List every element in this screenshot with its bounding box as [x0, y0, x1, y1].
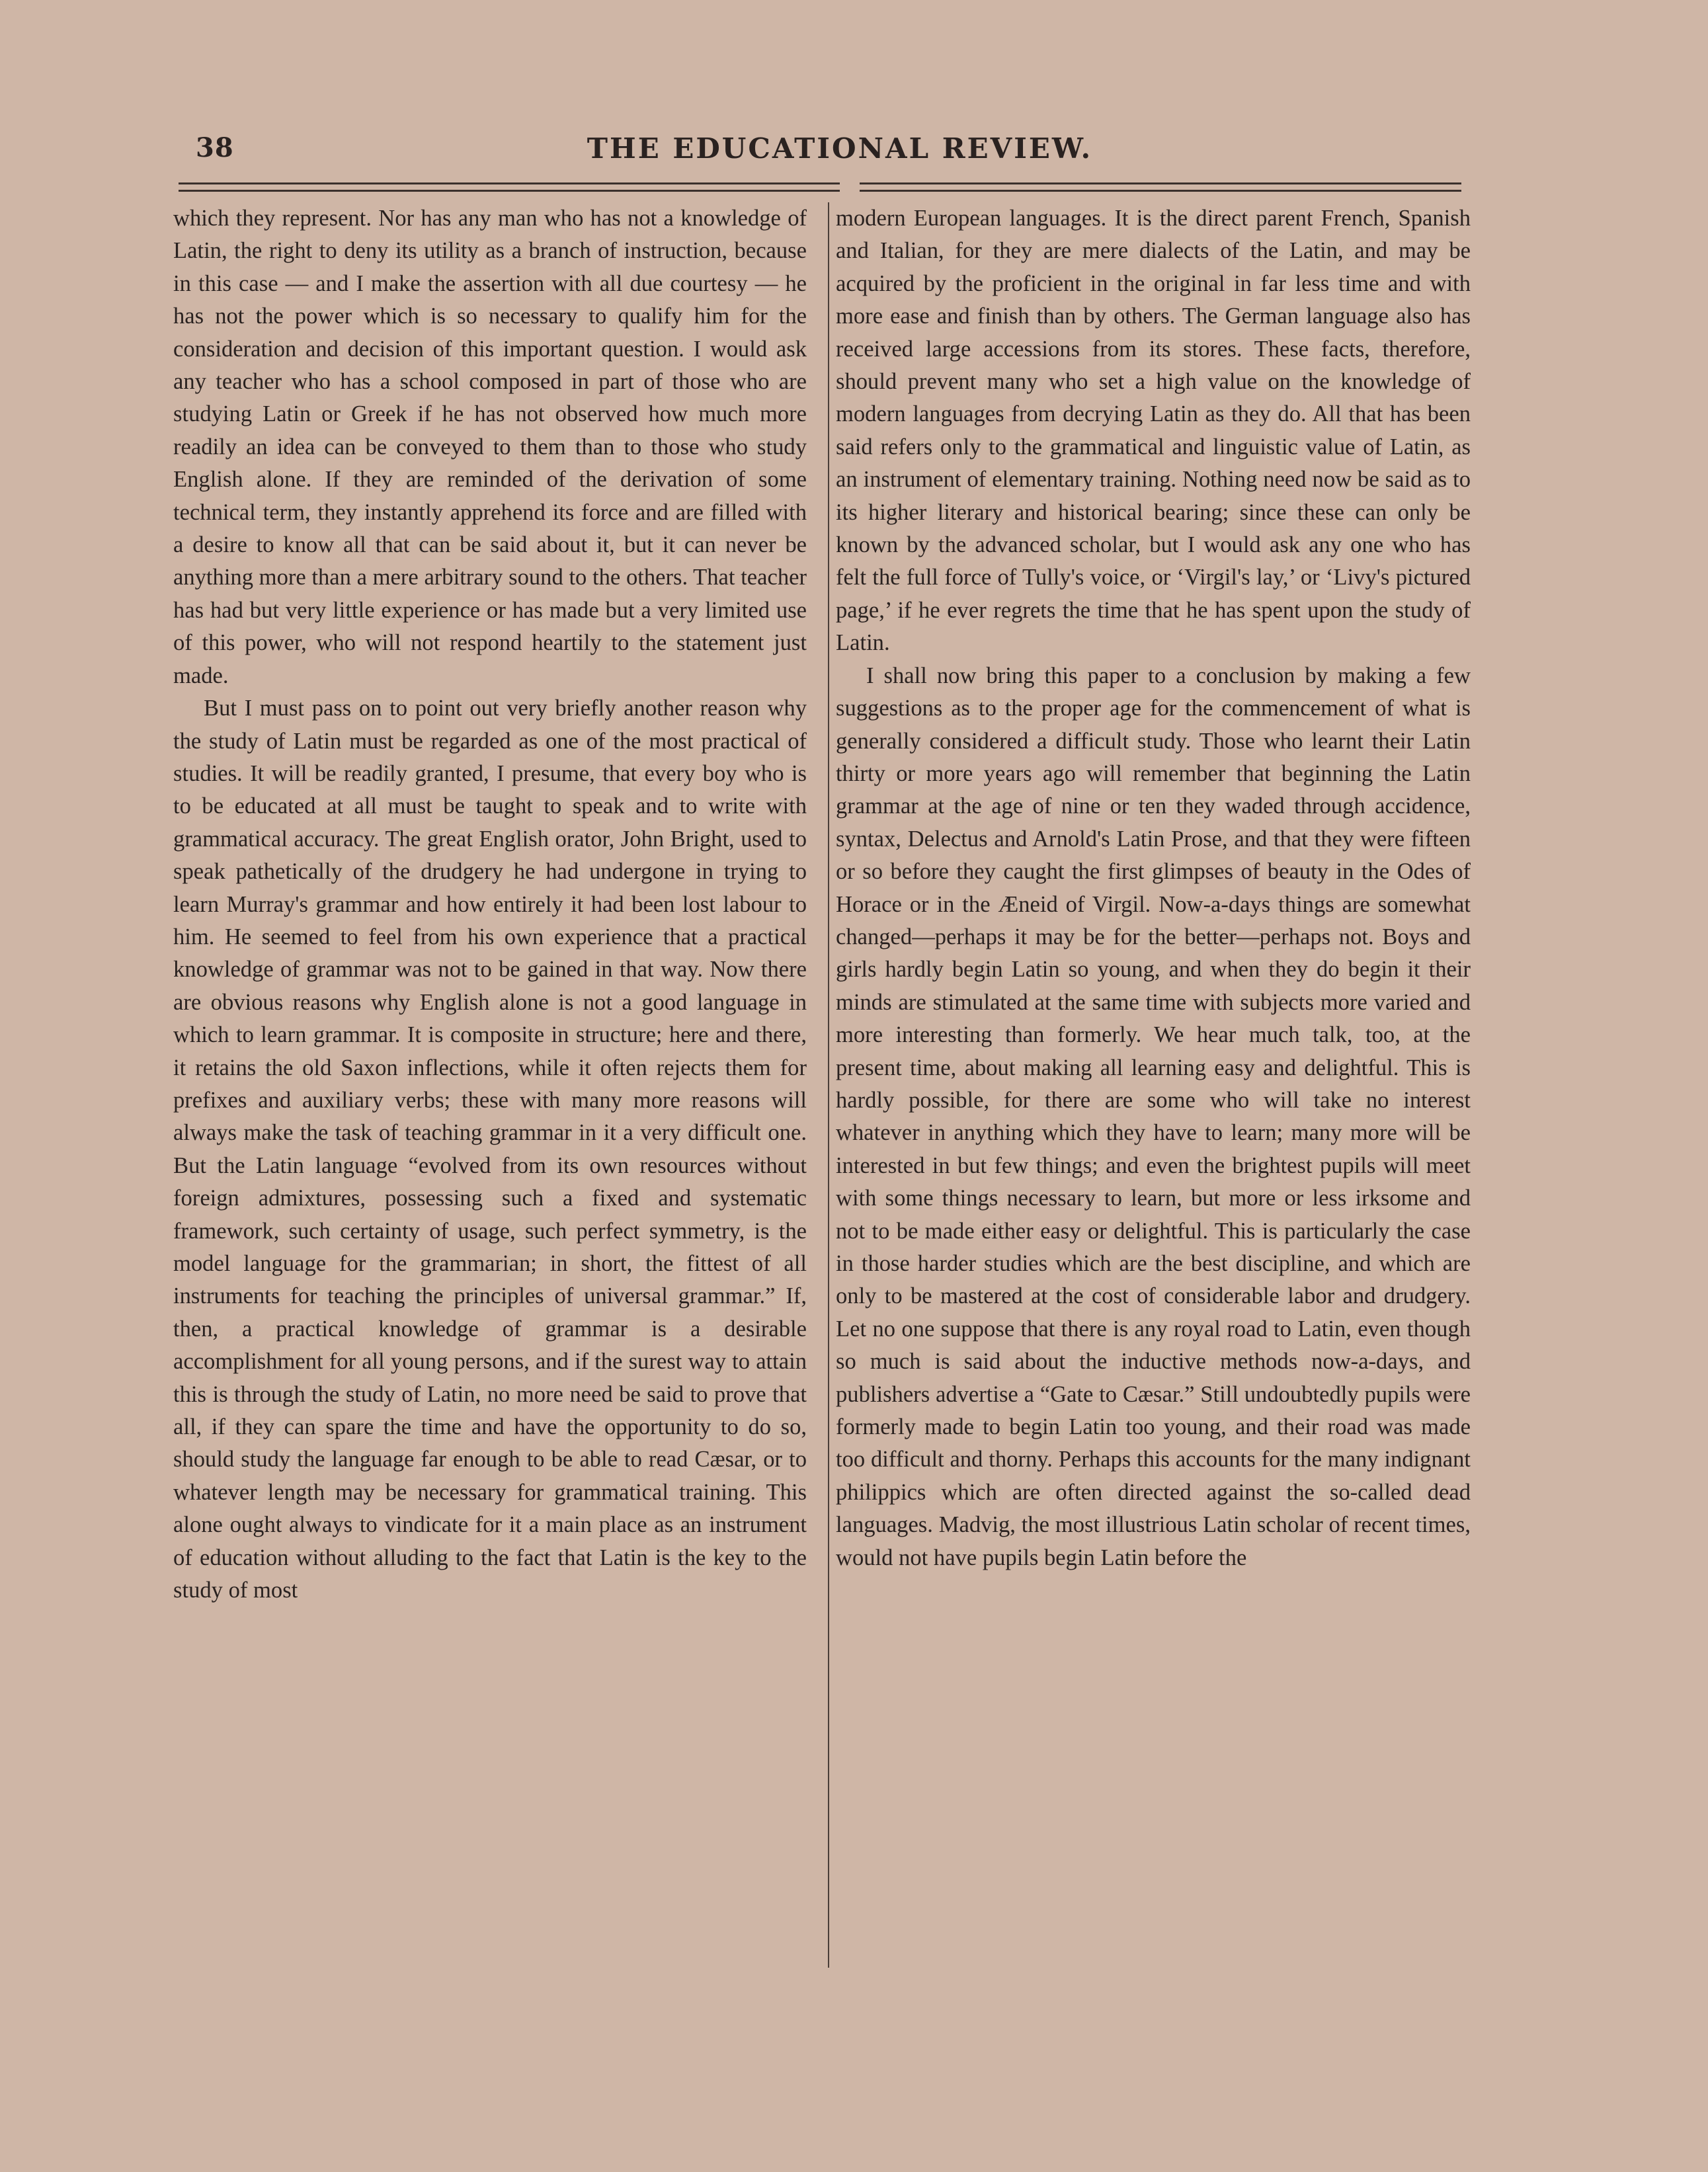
page-number: 38 [196, 132, 234, 163]
column-divider [828, 202, 829, 1968]
header-rule-right [860, 182, 1461, 192]
left-column [173, 202, 807, 1607]
left-paragraph-1: which they represent. Nor has any man who has not a knowledge of Latin, the right to deny its utility as a branch of instruction, because in this case — and I make the assertion with all due courtesy — he has not the power which is so necessary to qualify him for the consideration and decision of this important question. I would ask any teacher who has a school composed in part of those who are studying Latin or Greek if he has not observed how much more readily an idea can be conveyed to them than to those who study English alone. If they are reminded of the derivation of some technical term, they instantly apprehend its force and are filled with a desire to know all that can be said about it, but it can never be anything more than a mere arbitrary sound to the others. That teacher has had but very little experience or has made but a very limited use of this power, who will not respond heartily to the statement just made. [173, 206, 807, 688]
right-column [836, 202, 1471, 1574]
header-rule-left [179, 182, 840, 192]
right-paragraph-2: I shall now bring this paper to a conclusion by making a few suggestions as to the proper age for the commencement of what is generally considered a difficult study. Those who learnt their Latin thirty or more years ago will remember that beginning the Latin grammar at the age of nine or ten they waded through accidence, syntax, Delectus and Arnold's Latin Prose, and that they were fifteen or so before they caught the first glimpses of beauty in the Odes of Horace or in the Æneid of Virgil. Now-a-days things are somewhat changed—perhaps it may be for the better—perhaps not. Boys and girls hardly begin Latin so young, and when they do begin it their minds are stimulated at the same time with subjects more varied and more interesting than formerly. We hear much talk, too, at the present time, about making all learning easy and delightful. This is hardly possible, for there are some who will take no interest whatever in anything which they have to learn; many more will be interested in but few things; and even the brightest pupils will meet with some things necessary to learn, but more or less irksome and not to be made either easy or delightful. This is particularly the case in those harder studies which are the best discipline, and which are only to be mastered at the cost of considerable labor and drudgery. Let no one suppose that there is any royal road to Latin, even though so much is said about the inductive methods now-a-days, and publishers advertise a “Gate to Cæsar.” Still undoubtedly pupils were formerly made to begin Latin too young, and their road was made too difficult and thorny. Perhaps this accounts for the many indignant philippics which are often directed against the so-called dead languages. Madvig, the most illustrious Latin scholar of recent times, would not have pupils begin Latin before the [836, 663, 1471, 1570]
right-paragraph-1: modern European languages. It is the direct parent French, Spanish and Italian, for they are mere dialects of the Latin, and may be acquired by the proficient in the original in far less time and with more ease and finish than by others. The German language also has received large accessions from its stores. These facts, therefore, should prevent many who set a high value on the knowledge of modern languages from decrying Latin as they do. All that has been said refers only to the grammatical and linguistic value of Latin, as an instrument of elementary training. Nothing need now be said as to its higher literary and historical bearing; since these can only be known by the advanced scholar, but I would ask any one who has felt the full force of Tully's voice, or ‘Virgil's lay,’ or ‘Livy's pictured page,’ if he ever regrets the time that he has spent upon the study of Latin. [836, 206, 1471, 656]
running-head: THE EDUCATIONAL REVIEW. [587, 132, 1093, 165]
left-paragraph-2: But I must pass on to point out very briefly another reason why the study of Latin must be regarded as one of the most practical of studies. It will be readily granted, I presume, that every boy who is to be educated at all must be taught to speak and to write with grammatical accuracy. The great English orator, John Bright, used to speak pathetically of the drudgery he had undergone in trying to learn Murray's grammar and how entirely it had been lost labour to him. He seemed to feel from his own experience that a practical knowledge of grammar was not to be gained in that way. Now there are obvious reasons why English alone is not a good language in which to learn grammar. It is composite in structure; here and there, it retains the old Saxon inflections, while it often rejects them for prefixes and auxiliary verbs; these with many more reasons will always make the task of teaching grammar in it a very difficult one. But the Latin language “evolved from its own resources without foreign admixtures, possessing such a fixed and systematic framework, such certainty of usage, such perfect symmetry, is the model language for the grammarian; in short, the fittest of all instruments for teaching the principles of universal grammar.” If, then, a practical knowledge of grammar is a desirable accomplishment for all young persons, and if the surest way to attain this is through the study of Latin, no more need be said to prove that all, if they can spare the time and have the opportunity to do so, should study the language far enough to be able to read Cæsar, or to whatever length may be necessary for grammatical training. This alone ought always to vindicate for it a main place as an instrument of education without alluding to the fact that Latin is the key to the study of most [173, 696, 807, 1603]
